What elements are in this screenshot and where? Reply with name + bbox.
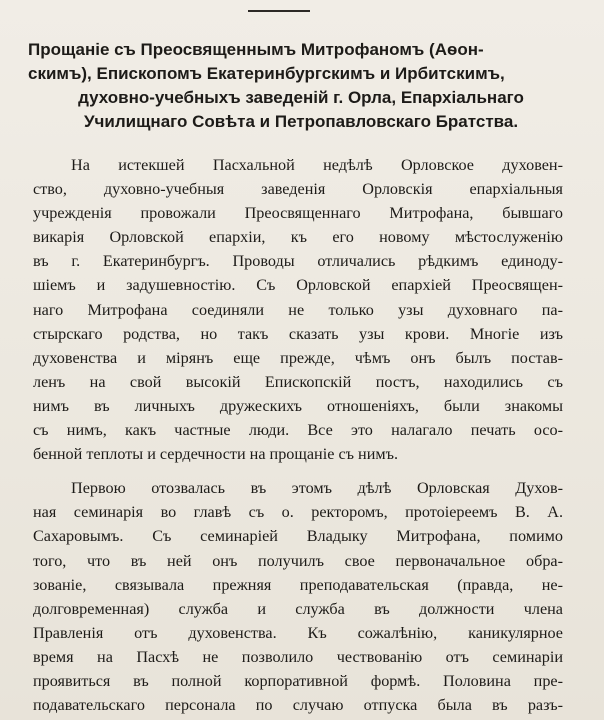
text-line: время на Пасхѣ не позволило чествованію отъ семинаріи: [33, 647, 563, 666]
title-line: Училищнаго Совѣта и Петропавловскаго Братства.: [83, 112, 519, 131]
text-line: съ нимъ, какъ частные люди. Все это налагало печать осо-: [33, 421, 563, 440]
text-line: викарія Орловской епархіи, къ его новому мѣстослуженію: [33, 228, 563, 247]
text-line: ная семинарія во главѣ съ о. ректоромъ, протоіереемъ В. А.: [33, 503, 563, 522]
paragraph-gap: [33, 466, 563, 476]
text-line: въ г. Екатеринбургъ. Проводы отличались рѣдкимъ единоду-: [33, 252, 563, 271]
text-line: долговременная) служба и служба въ должности члена: [33, 599, 563, 618]
text-line: подавательскаго персонала по случаю отпуска была въ разъ-: [33, 696, 563, 715]
text-line: Первою отозвалась въ этомъ дѣлѣ Орловская Духов-: [71, 479, 563, 498]
article-title: [28, 38, 574, 134]
text-line: На истекшей Пасхальной недѣлѣ Орловское духовен-: [71, 156, 563, 174]
text-line: учрежденія провожали Преосвященнаго Митрофана, бывшаго: [33, 204, 563, 223]
text-line: бенной теплоты и сердечности на прощаніе съ нимъ.: [33, 445, 399, 464]
text-line: стырскаго родства, но такъ сказать узы крови. Многіе изъ: [33, 324, 563, 343]
text-line: проявиться въ полной корпоративной формѣ. Половина пре-: [33, 671, 563, 690]
article-body: [33, 153, 563, 717]
text-line: духовенства и мірянъ еще прежде, чѣмъ онъ былъ постав-: [33, 348, 563, 367]
paragraph: [33, 476, 563, 717]
title-line: Прощаніе съ Преосвященнымъ Митрофаномъ (Аѳон-: [28, 40, 484, 59]
text-line: Правленія отъ духовенства. Къ сожалѣнію, каникулярное: [33, 623, 563, 642]
text-line: ленъ на свой высокій Епископскій постъ, находились съ: [33, 372, 563, 391]
title-line: духовно-учебныхъ заведеній г. Орла, Епархіальнаго: [78, 88, 524, 107]
text-line: Сахаровымъ. Съ семинаріей Владыку Митрофана, помимо: [33, 527, 563, 546]
text-line: зованіе, связывала прежняя преподавательская (правда, не-: [33, 575, 563, 594]
text-line: ство, духовно-учебныя заведенiя Орловскія епархіальныя: [33, 180, 563, 199]
text-line: наго Митрофана соединяли не только узы духовнаго па-: [33, 300, 563, 319]
top-divider: [248, 10, 310, 12]
text-line: шіемъ и задушевностію. Съ Орловской епархіей Преосвящен-: [33, 276, 563, 295]
text-line: нимъ въ личныхъ дружескихъ отношеніяхъ, были знакомы: [33, 396, 563, 415]
paragraph: [33, 153, 563, 466]
text-line: того, что въ ней онъ получилъ свое первоначальное обра-: [33, 551, 563, 570]
title-line: скимъ), Епископомъ Екатеринбургскимъ и Ирбитскимъ,: [28, 64, 505, 83]
